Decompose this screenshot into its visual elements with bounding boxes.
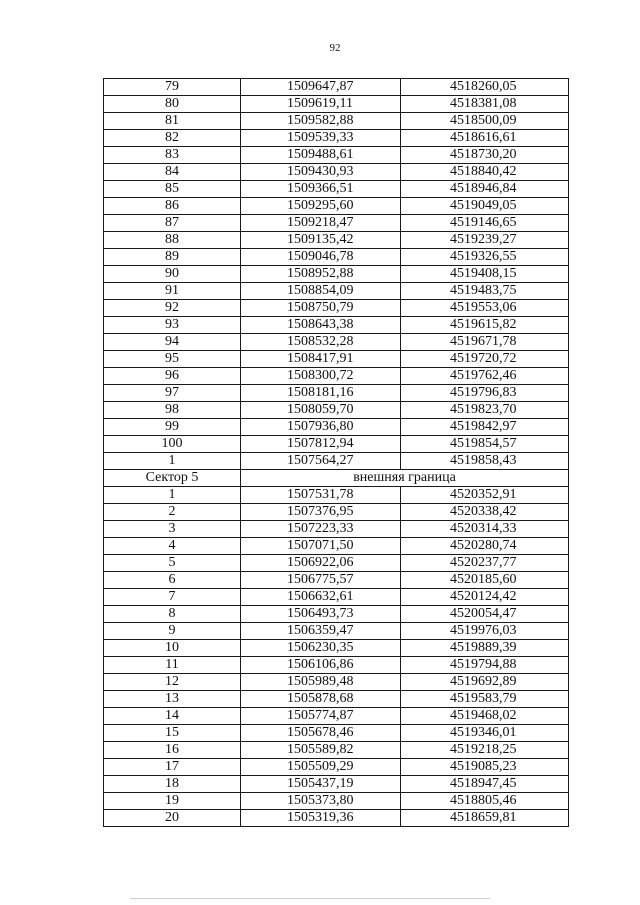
table-row <box>104 725 569 742</box>
x-coordinate-cell: 1509539,33 <box>241 130 401 147</box>
boundary-label: внешняя граница <box>241 470 569 487</box>
table-row <box>104 266 569 283</box>
coordinates-table <box>103 78 569 827</box>
point-number-cell: 10 <box>104 640 241 657</box>
table-row <box>104 368 569 385</box>
point-number-cell: 5 <box>104 555 241 572</box>
x-coordinate-cell: 1509582,88 <box>241 113 401 130</box>
table-row <box>104 419 569 436</box>
table-row <box>104 436 569 453</box>
point-number-cell: 85 <box>104 181 241 198</box>
y-coordinate-cell: 4519842,97 <box>401 419 569 436</box>
point-number-cell: 83 <box>104 147 241 164</box>
y-coordinate-cell: 4520280,74 <box>401 538 569 555</box>
x-coordinate-cell: 1506359,47 <box>241 623 401 640</box>
table-row <box>104 538 569 555</box>
point-number-cell: 11 <box>104 657 241 674</box>
point-number-cell: 91 <box>104 283 241 300</box>
y-coordinate-cell: 4519823,70 <box>401 402 569 419</box>
x-coordinate-cell: 1506106,86 <box>241 657 401 674</box>
table-row <box>104 623 569 640</box>
point-number-cell: 4 <box>104 538 241 555</box>
x-coordinate-cell: 1505437,19 <box>241 776 401 793</box>
x-coordinate-cell: 1508181,16 <box>241 385 401 402</box>
table-row <box>104 453 569 470</box>
x-coordinate-cell: 1509647,87 <box>241 79 401 96</box>
table-row <box>104 283 569 300</box>
x-coordinate-cell: 1508532,28 <box>241 334 401 351</box>
x-coordinate-cell: 1507812,94 <box>241 436 401 453</box>
x-coordinate-cell: 1505319,36 <box>241 810 401 827</box>
point-number-cell: 99 <box>104 419 241 436</box>
table-row <box>104 810 569 827</box>
y-coordinate-cell: 4520237,77 <box>401 555 569 572</box>
y-coordinate-cell: 4519583,79 <box>401 691 569 708</box>
point-number-cell: 17 <box>104 759 241 776</box>
table-row <box>104 334 569 351</box>
point-number-cell: 3 <box>104 521 241 538</box>
y-coordinate-cell: 4519468,02 <box>401 708 569 725</box>
y-coordinate-cell: 4520338,42 <box>401 504 569 521</box>
coordinates-table-body <box>104 79 569 827</box>
point-number-cell: 7 <box>104 589 241 606</box>
x-coordinate-cell: 1505373,80 <box>241 793 401 810</box>
y-coordinate-cell: 4519408,15 <box>401 266 569 283</box>
point-number-cell: 8 <box>104 606 241 623</box>
y-coordinate-cell: 4520314,33 <box>401 521 569 538</box>
y-coordinate-cell: 4519692,89 <box>401 674 569 691</box>
y-coordinate-cell: 4519239,27 <box>401 232 569 249</box>
y-coordinate-cell: 4518659,81 <box>401 810 569 827</box>
y-coordinate-cell: 4518500,09 <box>401 113 569 130</box>
x-coordinate-cell: 1507376,95 <box>241 504 401 521</box>
x-coordinate-cell: 1509430,93 <box>241 164 401 181</box>
y-coordinate-cell: 4519858,43 <box>401 453 569 470</box>
x-coordinate-cell: 1508854,09 <box>241 283 401 300</box>
y-coordinate-cell: 4518946,84 <box>401 181 569 198</box>
table-row <box>104 249 569 266</box>
x-coordinate-cell: 1508059,70 <box>241 402 401 419</box>
table-row <box>104 300 569 317</box>
x-coordinate-cell: 1509295,60 <box>241 198 401 215</box>
point-number-cell: 84 <box>104 164 241 181</box>
table-row <box>104 164 569 181</box>
table-row <box>104 181 569 198</box>
table-row <box>104 657 569 674</box>
x-coordinate-cell: 1509135,42 <box>241 232 401 249</box>
x-coordinate-cell: 1506922,06 <box>241 555 401 572</box>
table-row <box>104 708 569 725</box>
x-coordinate-cell: 1505878,68 <box>241 691 401 708</box>
point-number-cell: 12 <box>104 674 241 691</box>
point-number-cell: 94 <box>104 334 241 351</box>
table-row <box>104 402 569 419</box>
point-number-cell: 2 <box>104 504 241 521</box>
point-number-cell: 19 <box>104 793 241 810</box>
table-row <box>104 198 569 215</box>
point-number-cell: 95 <box>104 351 241 368</box>
point-number-cell: 81 <box>104 113 241 130</box>
x-coordinate-cell: 1506632,61 <box>241 589 401 606</box>
table-row <box>104 351 569 368</box>
point-number-cell: 82 <box>104 130 241 147</box>
bottom-divider <box>130 898 490 899</box>
y-coordinate-cell: 4520124,42 <box>401 589 569 606</box>
y-coordinate-cell: 4520352,91 <box>401 487 569 504</box>
y-coordinate-cell: 4519794,88 <box>401 657 569 674</box>
table-row <box>104 504 569 521</box>
x-coordinate-cell: 1507071,50 <box>241 538 401 555</box>
table-row <box>104 589 569 606</box>
y-coordinate-cell: 4518840,42 <box>401 164 569 181</box>
point-number-cell: 1 <box>104 453 241 470</box>
x-coordinate-cell: 1508952,88 <box>241 266 401 283</box>
x-coordinate-cell: 1507936,80 <box>241 419 401 436</box>
y-coordinate-cell: 4519720,72 <box>401 351 569 368</box>
table-row <box>104 759 569 776</box>
y-coordinate-cell: 4519854,57 <box>401 436 569 453</box>
y-coordinate-cell: 4519615,82 <box>401 317 569 334</box>
x-coordinate-cell: 1509046,78 <box>241 249 401 266</box>
y-coordinate-cell: 4519049,05 <box>401 198 569 215</box>
table-row <box>104 691 569 708</box>
sector-header-row <box>104 470 569 487</box>
x-coordinate-cell: 1509218,47 <box>241 215 401 232</box>
table-row <box>104 79 569 96</box>
point-number-cell: 98 <box>104 402 241 419</box>
y-coordinate-cell: 4518381,08 <box>401 96 569 113</box>
y-coordinate-cell: 4519146,65 <box>401 215 569 232</box>
point-number-cell: 88 <box>104 232 241 249</box>
point-number-cell: 96 <box>104 368 241 385</box>
x-coordinate-cell: 1505774,87 <box>241 708 401 725</box>
x-coordinate-cell: 1506775,57 <box>241 572 401 589</box>
x-coordinate-cell: 1508300,72 <box>241 368 401 385</box>
y-coordinate-cell: 4519976,03 <box>401 623 569 640</box>
x-coordinate-cell: 1505678,46 <box>241 725 401 742</box>
x-coordinate-cell: 1505589,82 <box>241 742 401 759</box>
point-number-cell: 97 <box>104 385 241 402</box>
point-number-cell: 87 <box>104 215 241 232</box>
x-coordinate-cell: 1508643,38 <box>241 317 401 334</box>
y-coordinate-cell: 4519218,25 <box>401 742 569 759</box>
point-number-cell: 13 <box>104 691 241 708</box>
y-coordinate-cell: 4519796,83 <box>401 385 569 402</box>
point-number-cell: 86 <box>104 198 241 215</box>
point-number-cell: 9 <box>104 623 241 640</box>
y-coordinate-cell: 4520054,47 <box>401 606 569 623</box>
point-number-cell: 6 <box>104 572 241 589</box>
page-number: 92 <box>329 42 341 54</box>
x-coordinate-cell: 1507223,33 <box>241 521 401 538</box>
sector-label: Сектор 5 <box>104 470 241 487</box>
x-coordinate-cell: 1508750,79 <box>241 300 401 317</box>
x-coordinate-cell: 1505509,29 <box>241 759 401 776</box>
y-coordinate-cell: 4519671,78 <box>401 334 569 351</box>
table-row <box>104 147 569 164</box>
x-coordinate-cell: 1508417,91 <box>241 351 401 368</box>
point-number-cell: 14 <box>104 708 241 725</box>
table-row <box>104 96 569 113</box>
x-coordinate-cell: 1509366,51 <box>241 181 401 198</box>
point-number-cell: 15 <box>104 725 241 742</box>
table-row <box>104 640 569 657</box>
point-number-cell: 100 <box>104 436 241 453</box>
y-coordinate-cell: 4518616,61 <box>401 130 569 147</box>
y-coordinate-cell: 4518947,45 <box>401 776 569 793</box>
table-row <box>104 793 569 810</box>
point-number-cell: 90 <box>104 266 241 283</box>
point-number-cell: 92 <box>104 300 241 317</box>
table-row <box>104 606 569 623</box>
table-row <box>104 572 569 589</box>
x-coordinate-cell: 1506230,35 <box>241 640 401 657</box>
point-number-cell: 16 <box>104 742 241 759</box>
y-coordinate-cell: 4520185,60 <box>401 572 569 589</box>
point-number-cell: 18 <box>104 776 241 793</box>
table-row <box>104 487 569 504</box>
y-coordinate-cell: 4519085,23 <box>401 759 569 776</box>
table-row <box>104 130 569 147</box>
x-coordinate-cell: 1509619,11 <box>241 96 401 113</box>
y-coordinate-cell: 4519553,06 <box>401 300 569 317</box>
y-coordinate-cell: 4519326,55 <box>401 249 569 266</box>
y-coordinate-cell: 4519889,39 <box>401 640 569 657</box>
table-row <box>104 521 569 538</box>
y-coordinate-cell: 4518805,46 <box>401 793 569 810</box>
x-coordinate-cell: 1506493,73 <box>241 606 401 623</box>
x-coordinate-cell: 1507564,27 <box>241 453 401 470</box>
y-coordinate-cell: 4518260,05 <box>401 79 569 96</box>
y-coordinate-cell: 4519346,01 <box>401 725 569 742</box>
point-number-cell: 20 <box>104 810 241 827</box>
y-coordinate-cell: 4519762,46 <box>401 368 569 385</box>
table-row <box>104 113 569 130</box>
point-number-cell: 1 <box>104 487 241 504</box>
x-coordinate-cell: 1509488,61 <box>241 147 401 164</box>
table-row <box>104 555 569 572</box>
point-number-cell: 80 <box>104 96 241 113</box>
table-row <box>104 232 569 249</box>
table-row <box>104 385 569 402</box>
x-coordinate-cell: 1507531,78 <box>241 487 401 504</box>
y-coordinate-cell: 4519483,75 <box>401 283 569 300</box>
table-row <box>104 317 569 334</box>
table-row <box>104 776 569 793</box>
point-number-cell: 93 <box>104 317 241 334</box>
x-coordinate-cell: 1505989,48 <box>241 674 401 691</box>
table-row <box>104 674 569 691</box>
point-number-cell: 89 <box>104 249 241 266</box>
table-row <box>104 742 569 759</box>
table-row <box>104 215 569 232</box>
y-coordinate-cell: 4518730,20 <box>401 147 569 164</box>
point-number-cell: 79 <box>104 79 241 96</box>
